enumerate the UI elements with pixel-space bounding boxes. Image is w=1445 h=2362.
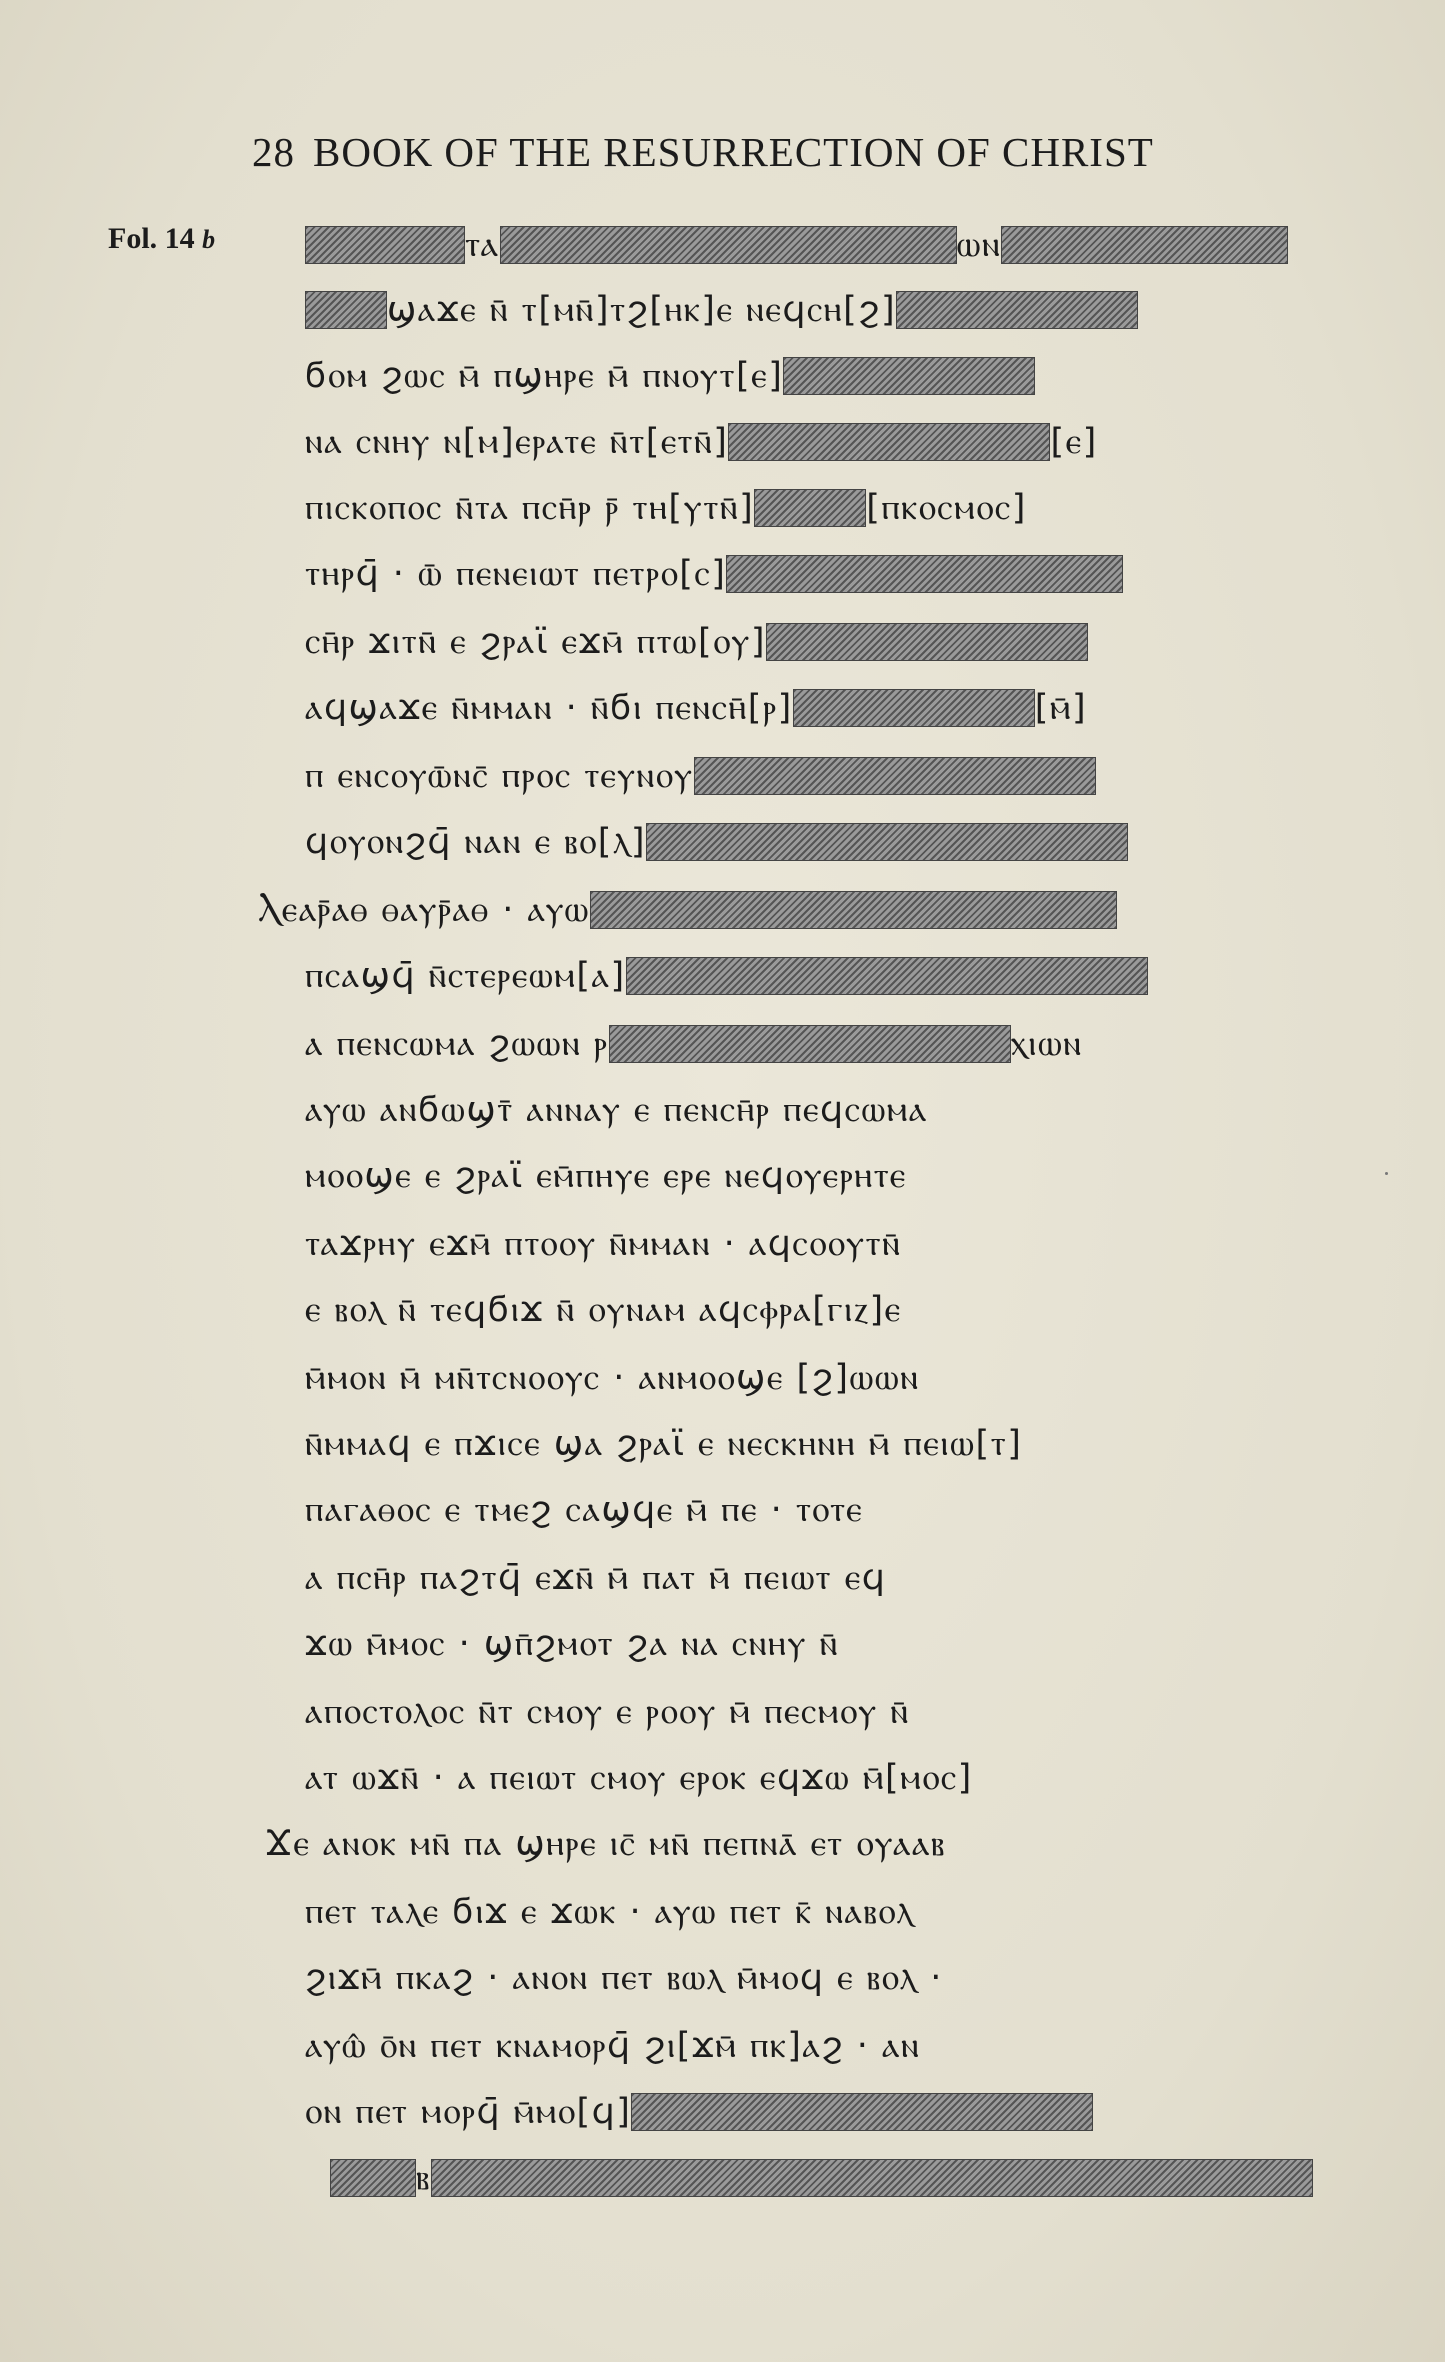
lacuna bbox=[783, 357, 1035, 395]
line-text: ϣⲁϫⲉ ⲛ̄ ⲧ[ⲙⲛ̄]ⲧϩ[ⲏⲕ]ⲉ ⲛⲉϥⲥⲏ[ϩ] bbox=[387, 290, 897, 330]
line-text: ⲧⲁ bbox=[465, 225, 500, 265]
text-line bbox=[305, 2084, 1093, 2140]
text-line bbox=[305, 680, 1087, 736]
lacuna bbox=[631, 2093, 1093, 2131]
text-line bbox=[305, 614, 1088, 670]
line-text: ⲁⲩⲱ ⲁⲛϭⲱϣⲧ̄ ⲁⲛⲛⲁⲩ ⲉ ⲡⲉⲛⲥⲏ̄ⲣ ⲡⲉϥⲥⲱⲙⲁ bbox=[305, 1090, 928, 1130]
line-text: Ⲗⲉⲁⲣ̄ⲁⲑ ⲑⲁⲩⲣ̄ⲁⲑ · ⲁⲩⲱ bbox=[258, 890, 590, 930]
line-text: ⲟⲛ ⲡⲉⲧ ⲙⲟⲣϥ̄ ⲙ̄ⲙⲟ[ϥ] bbox=[305, 2092, 632, 2132]
line-text: ⲡⲁⲅⲁⲑⲟⲥ ⲉ ⲧⲙⲉϩ ⲥⲁϣϥⲉ ⲙ̄ ⲡⲉ · ⲧⲟⲧⲉ bbox=[305, 1490, 864, 1530]
line-text: [ⲙ̄] bbox=[1034, 688, 1088, 728]
line-text: ⲁ ⲡⲉⲛⲥⲱⲙⲁ ϩⲱⲱⲛ ⲣ bbox=[305, 1024, 609, 1064]
line-text: ⲁϥϣⲁϫⲉ ⲛ̄ⲙⲙⲁⲛ · ⲛ̄ϭⲓ ⲡⲉⲛⲥⲏ̄[ⲣ] bbox=[305, 688, 793, 728]
line-text: ⲛⲁ ⲥⲛⲏⲩ ⲛ[ⲙ]ⲉⲣⲁⲧⲉ ⲛ̄ⲧ[ⲉⲧⲛ̄] bbox=[305, 422, 729, 462]
line-text: ⲁⲡⲟⲥⲧⲟⲗⲟⲥ ⲛ̄ⲧ ⲥⲙⲟⲩ ⲉ ⲣⲟⲟⲩ ⲙ̄ ⲡⲉⲥⲙⲟⲩ ⲛ̄ bbox=[305, 1692, 910, 1732]
text-line bbox=[305, 480, 1027, 536]
text-line bbox=[305, 348, 1035, 404]
running-header bbox=[252, 128, 1312, 176]
line-text: ⲡⲓⲥⲕⲟⲡⲟⲥ ⲛ̄ⲧⲁ ⲡⲥⲏ̄ⲣ ⲣ̄ ⲧⲏ[ⲩⲧⲛ̄] bbox=[305, 488, 755, 528]
page-number: 28 bbox=[252, 129, 295, 175]
text-line bbox=[305, 414, 1098, 470]
text-line bbox=[305, 1282, 902, 1338]
line-text: ⲱⲛ bbox=[956, 225, 1002, 265]
line-text: [ⲡⲕⲟⲥⲙⲟⲥ] bbox=[866, 488, 1027, 528]
text-line bbox=[305, 1082, 928, 1138]
lacuna bbox=[431, 2159, 1313, 2197]
line-text: ϥⲟⲩⲟⲛϩϥ̄ ⲛⲁⲛ ⲉ ⲃⲟ[ⲗ] bbox=[305, 822, 647, 862]
text-line bbox=[258, 882, 1117, 938]
line-text: ⲡⲥⲁϣϥ̄ ⲛ̄ⲥⲧⲉⲣⲉⲱⲙ[ⲁ] bbox=[305, 956, 626, 996]
text-line bbox=[305, 282, 1138, 338]
line-text: ⲙⲟⲟϣⲉ ⲉ ϩⲣⲁϊ ⲉⲙ̄ⲡⲏⲩⲉ ⲉⲣⲉ ⲛⲉϥⲟⲩⲉⲣⲏⲧⲉ bbox=[305, 1156, 907, 1196]
lacuna bbox=[305, 226, 465, 264]
lacuna bbox=[728, 423, 1050, 461]
lacuna bbox=[590, 891, 1117, 929]
running-title: BOOK OF THE RESURRECTION OF CHRIST bbox=[313, 129, 1154, 175]
text-line bbox=[305, 1550, 886, 1606]
line-text: ⲙ̄ⲙⲟⲛ ⲙ̄ ⲙⲛ̄ⲧⲥⲛⲟⲟⲩⲥ · ⲁⲛⲙⲟⲟϣⲉ [ϩ]ⲱⲱⲛ bbox=[305, 1358, 920, 1398]
lacuna bbox=[500, 226, 957, 264]
line-text: ϩⲓϫⲙ̄ ⲡⲕⲁϩ · ⲁⲛⲟⲛ ⲡⲉⲧ ⲃⲱⲗ ⲙ̄ⲙⲟϥ ⲉ ⲃⲟⲗ · bbox=[305, 1958, 943, 1998]
lacuna bbox=[609, 1025, 1011, 1063]
line-text: [ⲉ] bbox=[1050, 422, 1098, 462]
line-text: ⲧⲁϫⲣⲏⲩ ⲉϫⲙ̄ ⲡⲧⲟⲟⲩ ⲛ̄ⲙⲙⲁⲛ · ⲁϥⲥⲟⲟⲩⲧⲛ̄ bbox=[305, 1224, 902, 1264]
folio-reference bbox=[108, 222, 215, 256]
text-line bbox=[305, 1950, 943, 2006]
line-text: ⲃ bbox=[416, 2158, 431, 2198]
text-line bbox=[305, 546, 1123, 602]
text-line bbox=[305, 1416, 1022, 1472]
folio-side: b bbox=[202, 225, 216, 254]
line-text: ⲁⲧ ⲱϫⲛ̄ · ⲁ ⲡⲉⲓⲱⲧ ⲥⲙⲟⲩ ⲉⲣⲟⲕ ⲉϥϫⲱ ⲙ̄[ⲙⲟⲥ] bbox=[305, 1758, 973, 1798]
lacuna bbox=[726, 555, 1123, 593]
lacuna bbox=[766, 623, 1088, 661]
lacuna bbox=[754, 489, 866, 527]
lacuna bbox=[305, 291, 387, 329]
text-line bbox=[305, 1482, 863, 1538]
text-line bbox=[330, 2150, 1313, 2206]
line-text: ⲥⲏ̄ⲣ ϫⲓⲧⲛ̄ ⲉ ϩⲣⲁϊ ⲉϫⲙ̄ ⲡⲧⲱ[ⲟⲩ] bbox=[305, 622, 766, 662]
line-text: ⲧⲏⲣϥ̄ · ⲱ̄ ⲡⲉⲛⲉⲓⲱⲧ ⲡⲉⲧⲣⲟ[ⲥ] bbox=[305, 554, 727, 594]
text-line bbox=[305, 1684, 910, 1740]
lacuna bbox=[793, 689, 1035, 727]
text-line bbox=[305, 2018, 920, 2074]
text-line bbox=[305, 1750, 973, 1806]
line-text: ⲡⲉⲧ ⲧⲁⲗⲉ ϭⲓϫ ⲉ ϫⲱⲕ · ⲁⲩⲱ ⲡⲉⲧ ⲕ̄ ⲛⲁⲃⲟⲗ bbox=[305, 1892, 915, 1932]
line-text: ⲁⲩⲱ̂ ⲟ̄ⲛ ⲡⲉⲧ ⲕⲛⲁⲙⲟⲣϥ̄ ϩⲓ[ϫⲙ̄ ⲡⲕ]ⲁϩ · ⲁⲛ bbox=[305, 2026, 921, 2066]
lacuna bbox=[626, 957, 1148, 995]
text-line bbox=[305, 217, 1288, 273]
line-text: ⲛ̄ⲙⲙⲁϥ ⲉ ⲡϫⲓⲥⲉ ϣⲁ ϩⲣⲁϊ ⲉ ⲛⲉⲥⲕⲏⲛⲏ ⲙ̄ ⲡⲉⲓⲱ[ⲧ] bbox=[305, 1424, 1023, 1464]
lacuna bbox=[646, 823, 1128, 861]
lacuna bbox=[896, 291, 1138, 329]
lacuna bbox=[330, 2159, 416, 2197]
text-line bbox=[305, 1350, 919, 1406]
line-text: ⲭⲓⲱⲛ bbox=[1010, 1024, 1083, 1064]
line-text: ⲉ ⲃⲟⲗ ⲛ̄ ⲧⲉϥϭⲓϫ ⲛ̄ ⲟⲩⲛⲁⲙ ⲁϥⲥⲫⲣⲁ[ⲅⲓⲍ]ⲉ bbox=[305, 1290, 902, 1330]
lacuna bbox=[1001, 226, 1288, 264]
text-line bbox=[305, 1884, 914, 1940]
text-line bbox=[305, 814, 1128, 870]
text-line bbox=[305, 748, 1096, 804]
text-line bbox=[305, 1016, 1083, 1072]
line-text: ⲁ ⲡⲥⲏ̄ⲣ ⲡⲁϩⲧϥ̄ ⲉϫⲛ̄ ⲙ̄ ⲡⲁⲧ ⲙ̄ ⲡⲉⲓⲱⲧ ⲉϥ bbox=[305, 1558, 887, 1598]
line-text: ϭⲟⲙ ϩⲱⲥ ⲙ̄ ⲡϣⲏⲣⲉ ⲙ̄ ⲡⲛⲟⲩⲧ[ⲉ] bbox=[305, 356, 784, 396]
text-line bbox=[305, 1148, 907, 1204]
text-line bbox=[305, 948, 1148, 1004]
folio-label: Fol. 14 bbox=[108, 222, 195, 255]
text-line bbox=[305, 1616, 839, 1672]
line-text: ⲡ ⲉⲛⲥⲟⲩⲱ̄ⲛⲥ̄ ⲡⲣⲟⲥ ⲧⲉⲩⲛⲟⲩ bbox=[305, 756, 694, 796]
line-text: Ϫⲉ ⲁⲛⲟⲕ ⲙⲛ̄ ⲡⲁ ϣⲏⲣⲉ ⲓⲥ̄ ⲙⲛ̄ ⲡⲉⲡⲛⲁ̄ ⲉⲧ ⲟⲩⲁⲁⲃ bbox=[265, 1824, 946, 1864]
text-line bbox=[265, 1816, 946, 1872]
lacuna bbox=[694, 757, 1096, 795]
text-line bbox=[305, 1216, 901, 1272]
line-text: ϫⲱ ⲙ̄ⲙⲟⲥ · ϣⲡ̄ϩⲙⲟⲧ ϩⲁ ⲛⲁ ⲥⲛⲏⲩ ⲛ̄ bbox=[305, 1624, 839, 1664]
paper-speck bbox=[1385, 1172, 1388, 1175]
